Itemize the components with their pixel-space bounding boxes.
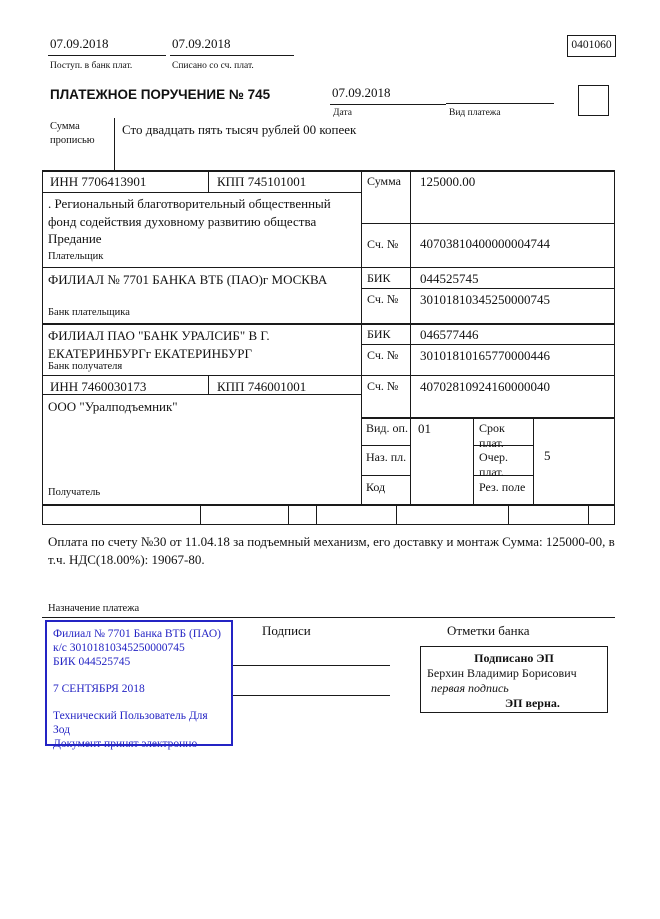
payee-bank-section-label: Банк получателя xyxy=(48,361,123,372)
order-label: Очер. плат. xyxy=(479,450,509,479)
payee-kpp: КПП 746001001 xyxy=(217,379,307,394)
payee-bank-name: ФИЛИАЛ ПАО "БАНК УРАЛСИБ" В Г. ЕКАТЕРИНБУРГг ЕКАТЕРИНБУРГ xyxy=(48,328,270,361)
debited-date-value: 07.09.2018 xyxy=(172,36,231,51)
amount-in-words-value: Сто двадцать пять тысяч рублей 00 копеек xyxy=(122,122,357,137)
payer-account-label: Сч. № xyxy=(367,237,399,251)
term-label: Срок плат. xyxy=(479,421,505,450)
divider-line xyxy=(42,375,615,376)
table-border xyxy=(614,170,615,525)
op-type-label: Вид. оп. xyxy=(366,421,408,435)
payee-inn: ИНН 7460030173 xyxy=(50,379,147,394)
divider-line xyxy=(533,417,534,505)
payer-bank-section-label: Банк плательщика xyxy=(48,307,130,318)
divider-line xyxy=(200,504,201,524)
signatures-label: Подписи xyxy=(262,623,311,638)
stamp-line: БИК 044525745 xyxy=(53,656,131,668)
stamp-line: к/с 30101810345250000745 xyxy=(53,642,185,654)
debited-date-label: Списано со сч. плат. xyxy=(172,61,254,71)
signature-line xyxy=(233,665,390,666)
payer-bank-name: ФИЛИАЛ № 7701 БАНКА ВТБ (ПАО)г МОСКВА xyxy=(48,272,328,287)
payer-bank-account: 30101810345250000745 xyxy=(420,292,550,307)
payment-type-label: Вид платежа xyxy=(449,108,501,118)
reserve-label: Рез. поле xyxy=(479,480,526,494)
esignature-stamp xyxy=(420,646,608,713)
date-value: 07.09.2018 xyxy=(332,85,391,100)
received-date-label: Поступ. в банк плат. xyxy=(50,61,133,71)
esign-verified: ЭП верна. xyxy=(505,696,560,710)
divider-line xyxy=(361,288,615,289)
divider-line xyxy=(42,267,615,268)
divider-line xyxy=(208,170,209,193)
amount-in-words-label: Сумма прописью xyxy=(50,121,95,146)
debited-date-field xyxy=(170,36,294,56)
payer-bank-bik-label: БИК xyxy=(367,271,391,285)
order-value: 5 xyxy=(544,448,551,463)
divider-line xyxy=(361,223,615,224)
code-label: Код xyxy=(366,480,386,494)
bank-marks-label: Отметки банка xyxy=(447,623,530,638)
payer-bank-bik: 044525745 xyxy=(420,271,479,286)
payer-section-label: Плательщик xyxy=(48,251,104,262)
stamp-line: Зод xyxy=(53,724,71,736)
payer-inn: ИНН 7706413901 xyxy=(50,174,147,189)
stamp-line: 7 СЕНТЯБРЯ 2018 xyxy=(53,683,145,695)
divider-line xyxy=(208,375,209,395)
divider-line xyxy=(42,323,615,325)
esign-name: Берхин Владимир Борисович xyxy=(427,666,577,680)
divider-line xyxy=(361,170,362,505)
stamp-line: Документ принят электронно xyxy=(53,738,198,750)
payee-account: 40702810924160000040 xyxy=(420,379,550,394)
divider-line xyxy=(396,504,397,524)
divider-line xyxy=(410,170,411,505)
divider-line xyxy=(316,504,317,524)
divider-line xyxy=(42,192,361,193)
stamp-line: Технический Пользователь Для xyxy=(53,710,208,722)
divider-line xyxy=(361,344,615,345)
divider-line xyxy=(361,475,410,476)
payee-section-label: Получатель xyxy=(48,487,101,498)
op-type-value: 01 xyxy=(418,421,431,436)
divider-line xyxy=(114,118,115,170)
sum-value: 125000.00 xyxy=(420,174,476,189)
purpose-code-label: Наз. пл. xyxy=(366,450,407,464)
table-border xyxy=(42,524,615,525)
divider-line xyxy=(288,504,289,524)
payment-type-underline xyxy=(446,103,554,104)
document-title: ПЛАТЕЖНОЕ ПОРУЧЕНИЕ № 745 xyxy=(50,87,271,102)
divider-line xyxy=(361,417,615,419)
table-border xyxy=(42,170,615,172)
divider-line xyxy=(508,504,509,524)
payee-bank-bik: 046577446 xyxy=(420,327,479,342)
payee-bank-account: 30101810165770000446 xyxy=(420,348,550,363)
esign-title: Подписано ЭП xyxy=(474,651,554,665)
payer-account: 40703810400000004744 xyxy=(420,236,550,251)
date-field xyxy=(330,85,446,105)
bank-stamp xyxy=(45,620,233,750)
payee-account-label: Сч. № xyxy=(367,379,399,393)
payee-bank-bik-label: БИК xyxy=(367,327,391,341)
payee-name: ООО "Уралподъемник" xyxy=(48,399,178,414)
payer-kpp: КПП 745101001 xyxy=(217,174,307,189)
divider-line xyxy=(473,417,474,505)
payer-bank-account-label: Сч. № xyxy=(367,292,399,306)
divider-line xyxy=(361,445,410,446)
purpose-section-label: Назначение платежа xyxy=(48,603,140,614)
divider-line xyxy=(42,504,615,506)
sum-label: Сумма xyxy=(367,174,401,188)
payer-name: . Региональный благотворительный общественный фонд содействия духовному развитию общества Предание xyxy=(48,196,331,247)
payee-bank-account-label: Сч. № xyxy=(367,348,399,362)
date-label: Дата xyxy=(333,108,352,118)
signature-line xyxy=(233,695,390,696)
received-date-value: 07.09.2018 xyxy=(50,36,109,51)
form-code-box: 0401060 xyxy=(567,35,616,57)
stamp-line: Филиал № 7701 Банка ВТБ (ПАО) xyxy=(53,628,221,640)
divider-line xyxy=(42,617,615,618)
received-date-field xyxy=(48,36,166,56)
purpose-text: Оплата по счету №30 от 11.04.18 за подъемный механизм, его доставку и монтаж Сумма: 125000-00, в т.ч. НДС(18.00%): 19067-80. xyxy=(48,534,615,567)
table-border xyxy=(42,170,43,525)
divider-line xyxy=(588,504,589,524)
esign-role: первая подпись xyxy=(431,681,509,695)
payment-type-box xyxy=(578,85,609,116)
